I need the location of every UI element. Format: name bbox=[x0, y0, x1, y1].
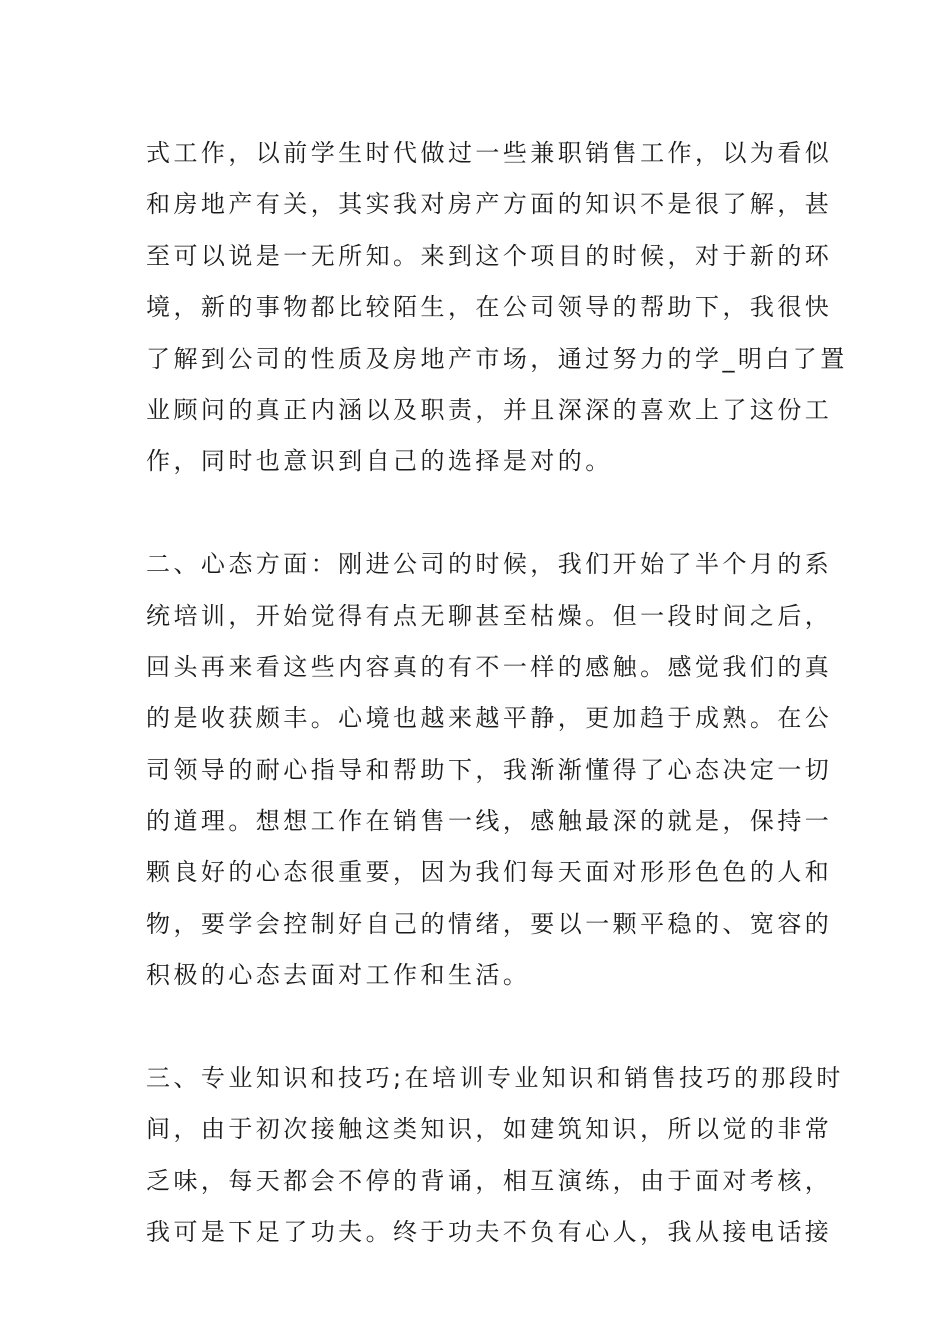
paragraph-spacer bbox=[146, 1002, 806, 1053]
text-line: 回头再来看这些内容真的有不一样的感触。感觉我们的真 bbox=[146, 652, 833, 681]
text-line: 境，新的事物都比较陌生，在公司领导的帮助下，我很快 bbox=[146, 293, 833, 322]
text-line: 和房地产有关，其实我对房产方面的知识不是很了解，甚 bbox=[146, 190, 833, 219]
text-line: 至可以说是一无所知。来到这个项目的时候，对于新的环 bbox=[146, 241, 833, 270]
text-line: 间，由于初次接触这类知识，如建筑知识，所以觉的非常 bbox=[146, 1115, 833, 1144]
paragraph-1 bbox=[146, 128, 848, 488]
text-line: 积极的心态去面对工作和生活。 bbox=[146, 961, 531, 990]
text-line: 作，同时也意识到自己的选择是对的。 bbox=[146, 447, 613, 476]
text-line: 三、专业知识和技巧;在培训专业知识和销售技巧的那段时 bbox=[146, 1064, 844, 1093]
text-line: 的是收获颇丰。心境也越来越平静，更加趋于成熟。在公 bbox=[146, 704, 833, 733]
text-line: 的道理。想想工作在销售一线，感触最深的就是，保持一 bbox=[146, 807, 833, 836]
text-line: 式工作，以前学生时代做过一些兼职销售工作，以为看似 bbox=[146, 139, 833, 167]
text-line: 颗良好的心态很重要，因为我们每天面对形形色色的人和 bbox=[146, 858, 833, 887]
text-line: 司领导的耐心指导和帮助下，我渐渐懂得了心态决定一切 bbox=[146, 755, 833, 784]
paragraph-2 bbox=[146, 539, 833, 1002]
paragraph-3 bbox=[146, 1053, 844, 1259]
text-line: 我可是下足了功夫。终于功夫不负有心人，我从接电话接 bbox=[146, 1218, 833, 1247]
text-line: 物，要学会控制好自己的情绪，要以一颗平稳的、宽容的 bbox=[146, 909, 833, 938]
text-line: 业顾问的真正内涵以及职责，并且深深的喜欢上了这份工 bbox=[146, 395, 833, 424]
text-line: 统培训，开始觉得有点无聊甚至枯燥。但一段时间之后， bbox=[146, 601, 833, 630]
document-body bbox=[146, 128, 848, 1259]
text-line: 二、心态方面：刚进公司的时候，我们开始了半个月的系 bbox=[146, 550, 833, 579]
paragraph-spacer bbox=[146, 488, 806, 539]
text-line: 乏味，每天都会不停的背诵，相互演练，由于面对考核， bbox=[146, 1166, 833, 1195]
text-line: 了解到公司的性质及房地产市场，通过努力的学_明白了置 bbox=[146, 344, 848, 373]
